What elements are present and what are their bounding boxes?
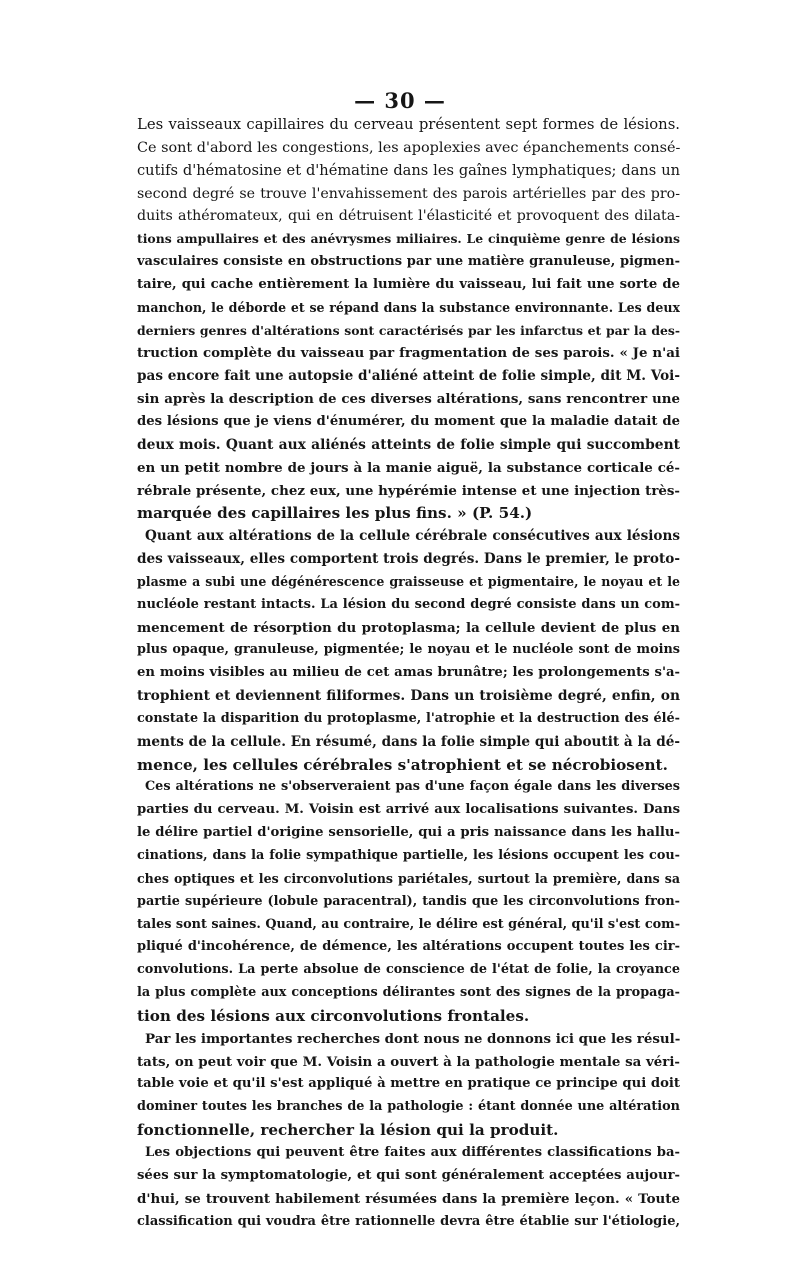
- text-line: le délire partiel d'origine sensorielle, qui a pris naissance dans les hallu-: [137, 825, 680, 841]
- text-line: mence, les cellules cérébrales s'atrophient et se nécrobiosent.: [137, 755, 668, 774]
- text-line: Ce sont d'abord les congestions, les apoplexies avec épanchements consé-: [137, 139, 680, 156]
- text-line: sin après la description de ces diverses altérations, sans rencontrer une: [137, 391, 680, 408]
- text-line: des vaisseaux, elles comportent trois degrés. Dans le premier, le proto-: [137, 551, 680, 568]
- text-line: vasculaires consiste en obstructions par une matière granuleuse, pigmen-: [137, 254, 680, 270]
- text-line: derniers genres d'altérations sont caractérisés par les infarctus et par la des-: [137, 322, 680, 338]
- text-line: ches optiques et les circonvolutions pariétales, surtout la première, dans sa: [137, 870, 680, 886]
- text-line: nucléole restant intacts. La lésion du second degré consiste dans un com-: [137, 596, 680, 612]
- text-line: fonctionnelle, rechercher la lésion qui la produit.: [137, 1121, 559, 1140]
- text-line: cinations, dans la folie sympathique partielle, les lésions occupent les cou-: [137, 848, 680, 863]
- text-line: sées sur la symptomatologie, et qui sont généralement acceptées aujour-: [137, 1167, 680, 1183]
- text-line: rébrale présente, chez eux, une hypérémie intense et une injection très-: [137, 482, 680, 499]
- text-line: tions ampullaires et des anévrysmes miliaires. Le cinquième genre de lésions: [137, 231, 680, 247]
- text-line: dominer toutes les branches de la pathologie : étant donnée une altération: [137, 1099, 680, 1115]
- text-line: Ces altérations ne s'observeraient pas d'une façon égale dans les diverses: [145, 779, 680, 795]
- text-line: cutifs d'hématosine et d'hématine dans les gaînes lymphatiques; dans un: [137, 161, 680, 179]
- text-line: pliqué d'incohérence, de démence, les altérations occupent toutes les cir-: [137, 939, 680, 955]
- text-line: deux mois. Quant aux aliénés atteints de folie simple qui succombent: [137, 436, 680, 453]
- text-line: partie supérieure (lobule paracentral), tandis que les circonvolutions fron-: [137, 893, 680, 909]
- text-line: trophient et deviennent filiformes. Dans un troisième degré, enfin, on: [137, 688, 680, 705]
- text-line: la plus complète aux conceptions délirantes sont des signes de la propaga-: [137, 985, 680, 1001]
- text-line: des lésions que je viens d'énumérer, du moment que la maladie datait de: [137, 413, 680, 429]
- text-line: Les objections qui peuvent être faites aux différentes classifications ba-: [145, 1144, 680, 1160]
- text-line: classification qui voudra être rationnelle devra être établie sur l'étiologie,: [137, 1213, 680, 1229]
- text-line: table voie et qu'il s'est appliqué à mettre en pratique ce principe qui doit: [137, 1076, 680, 1092]
- body-text: [137, 114, 680, 1233]
- text-line: plasme a subi une dégénérescence graisseuse et pigmentaire, le noyau et le: [137, 573, 680, 589]
- text-line: tales sont saines. Quand, au contraire, le délire est général, qu'il s'est com-: [137, 916, 680, 932]
- text-line: constate la disparition du protoplasme, l'atrophie et la destruction des élé-: [137, 710, 680, 726]
- text-line: Par les importantes recherches dont nous ne donnons ici que les résul-: [145, 1030, 680, 1047]
- text-line: Les vaisseaux capillaires du cerveau présentent sept formes de lésions.: [137, 116, 680, 133]
- text-line: mencement de résorption du protoplasma; la cellule devient de plus en: [137, 619, 680, 636]
- text-line: second degré se trouve l'envahissement des parois artérielles par des pro-: [137, 185, 680, 202]
- text-line: ments de la cellule. En résumé, dans la folie simple qui aboutit à la dé-: [137, 733, 680, 750]
- text-line: plus opaque, granuleuse, pigmentée; le noyau et le nucléole sont de moins: [137, 642, 680, 658]
- text-line: duits athéromateux, qui en détruisent l'élasticité et provoquent des dilata-: [137, 208, 680, 225]
- text-line: d'hui, se trouvent habilement résumées dans la première leçon. « Toute: [137, 1190, 680, 1207]
- text-line: manchon, le déborde et se répand dans la substance environnante. Les deux: [137, 299, 680, 315]
- text-line: tion des lésions aux circonvolutions frontales.: [137, 1006, 530, 1025]
- text-line: parties du cerveau. M. Voisin est arrivé aux localisations suivantes. Dans: [137, 802, 680, 818]
- text-line: Quant aux altérations de la cellule cérébrale consécutives aux lésions: [145, 528, 680, 545]
- text-line: pas encore fait une autopsie d'aliéné atteint de folie simple, dit M. Voi-: [137, 368, 680, 385]
- text-line: en un petit nombre de jours à la manie aiguë, la substance corticale cé-: [137, 459, 680, 476]
- text-line: tats, on peut voir que M. Voisin a ouvert à la pathologie mentale sa véri-: [137, 1053, 680, 1070]
- text-line: en moins visibles au milieu de cet amas brunâtre; les prolongements s'a-: [137, 665, 680, 681]
- text-line: marquée des capillaires les plus fins. » (P. 54.): [137, 504, 533, 523]
- text-line: taire, qui cache entièrement la lumière du vaisseau, lui fait une sorte de: [137, 276, 680, 292]
- page-number: — 30 —: [354, 88, 446, 113]
- text-line: convolutions. La perte absolue de conscience de l'état de folie, la croyance: [137, 962, 680, 978]
- text-line: truction complète du vaisseau par fragmentation de ses parois. « Je n'ai: [137, 345, 680, 362]
